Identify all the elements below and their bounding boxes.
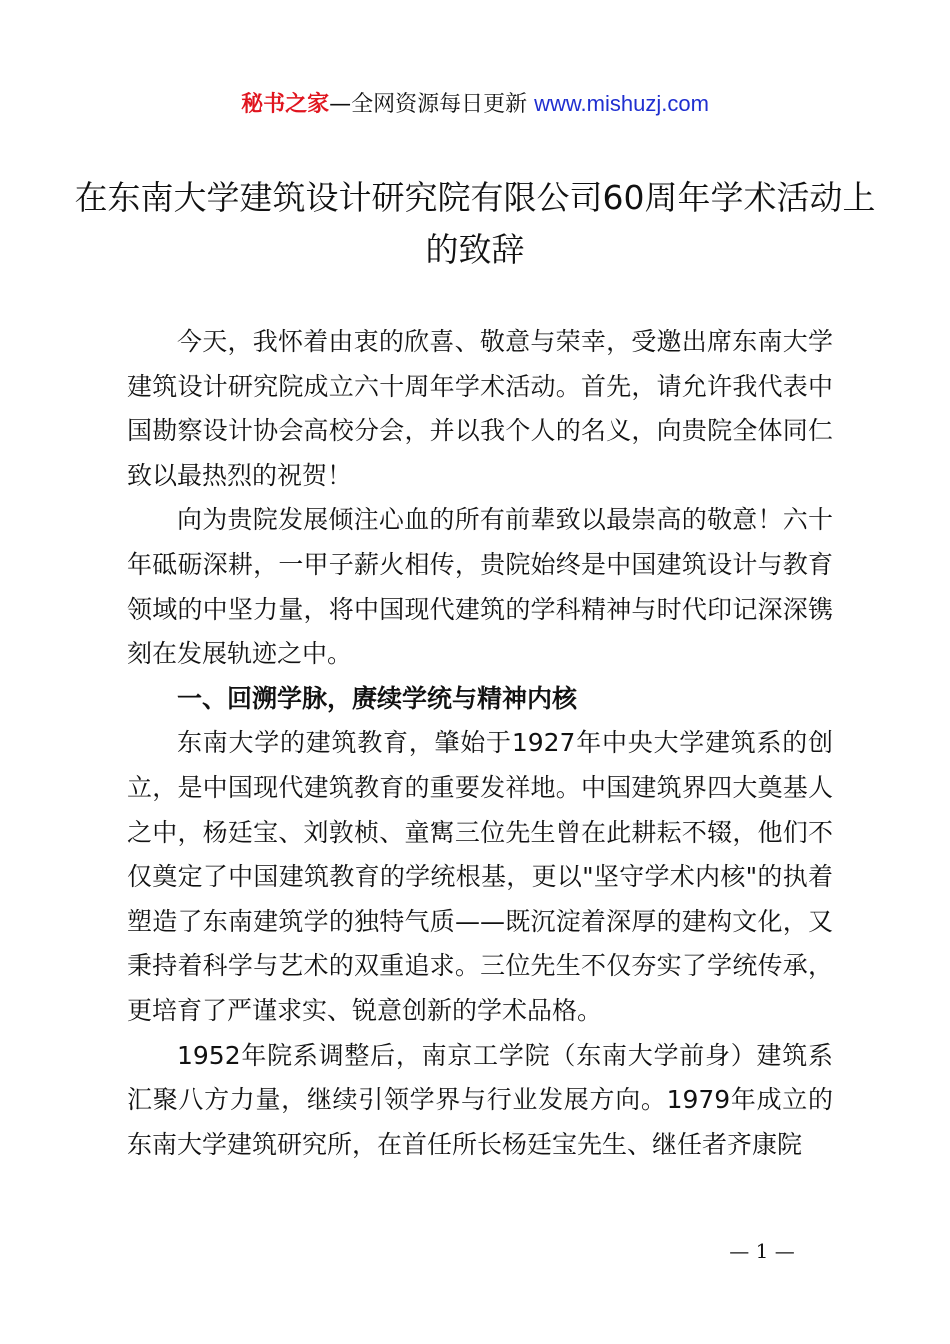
header-tagline: —全网资源每日更新 xyxy=(329,92,528,117)
paragraph: 1952年院系调整后，南京工学院（东南大学前身）建筑系汇聚八方力量，继续引领学界与行业发展方向。1979年成立的东南大学建筑研究所，在首任所长杨廷宝先生、继任者齐康院 xyxy=(127,1040,833,1159)
site-header xyxy=(0,86,950,123)
page-number: — 1 — xyxy=(729,1239,795,1263)
header-brand: 秘书之家 xyxy=(241,92,330,117)
paragraph: 向为贵院发展倾注心血的所有前辈致以最崇高的敬意！六十年砥砺深耕，一甲子薪火相传，贵院始终是中国建筑设计与教育领域的中坚力量，将中国现代建筑的学科精神与时代印记深深镌刻在发展轨迹之中。 xyxy=(127,505,833,669)
header-url-link[interactable]: www.mishuzj.com xyxy=(534,91,709,116)
document-body xyxy=(127,320,833,1167)
document-title: 在东南大学建筑设计研究院有限公司60周年学术活动上的致辞 xyxy=(74,178,876,269)
section-heading: 一、回溯学脉，赓续学统与精神内核 xyxy=(177,683,578,713)
paragraph: 东南大学的建筑教育，肇始于1927年中央大学建筑系的创立，是中国现代建筑教育的重要发祥地。中国建筑界四大奠基人之中，杨廷宝、刘敦桢、童寯三位先生曾在此耕耘不辍，他们不仅奠定了中国建筑教育的学统根基，更以"坚守学术内核"的执着塑造了东南建筑学的独特气质——既沉淀着深厚的建构文化，又秉持着科学与艺术的双重追求。三位先生不仅夯实了学统传承，更培育了严谨求实、锐意创新的学术品格。 xyxy=(127,728,833,1025)
paragraph: 今天，我怀着由衷的欣喜、敬意与荣幸，受邀出席东南大学建筑设计研究院成立六十周年学术活动。首先，请允许我代表中国勘察设计协会高校分会，并以我个人的名义，向贵院全体同仁致以最热烈的祝贺！ xyxy=(127,327,833,490)
